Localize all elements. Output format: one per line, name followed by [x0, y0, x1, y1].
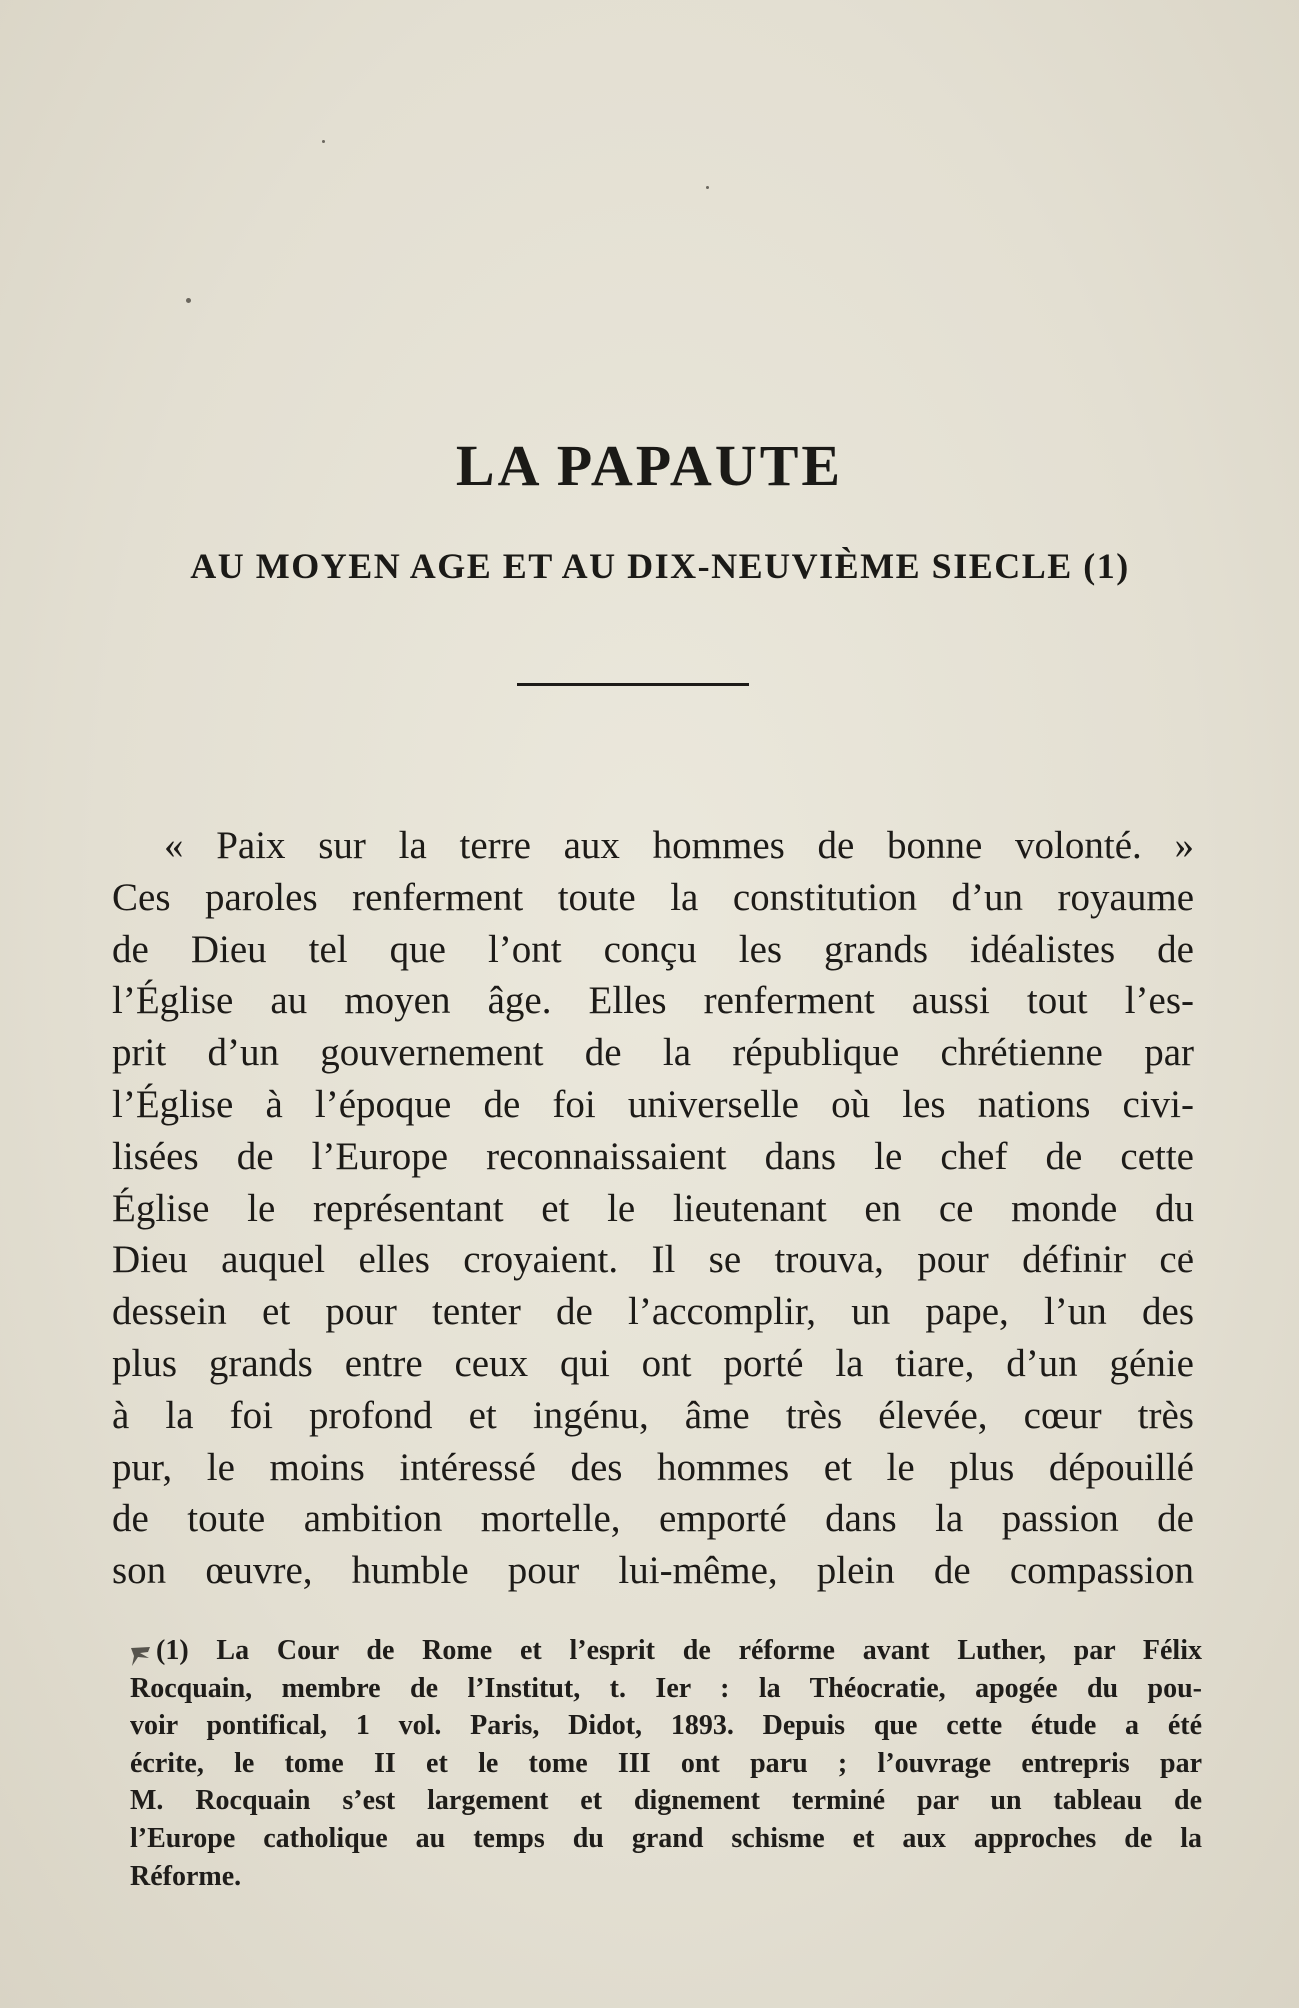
paper-speck [706, 186, 709, 189]
page-title: LA PAPAUTE [455, 433, 844, 498]
body-line: lisées de l’Europe reconnaissaient dans le chef de cette [112, 1134, 1194, 1178]
body-line: « Paix sur la terre aux hommes de bonne volonté. » [164, 824, 1194, 867]
footnote-line: Réforme. [130, 1860, 242, 1892]
body-line: à la foi profond et ingénu, âme très élevée, cœur très [112, 1393, 1194, 1437]
body-paragraph [112, 820, 1194, 1597]
footnote-line: M. Rocquain s’est largement et dignement terminé par un tableau de [130, 1785, 1202, 1817]
paper-speck [186, 298, 191, 303]
footnote [130, 1632, 1202, 1895]
footnote-line: écrite, le tome II et le tome III ont paru ; l’ouvrage entrepris par [130, 1747, 1202, 1779]
body-line: plus grands entre ceux qui ont porté la tiare, d’un génie [112, 1341, 1194, 1385]
body-line: Dieu auquel elles croyaient. Il se trouva, pour définir ce [112, 1238, 1194, 1282]
footnote-line: voir pontifical, 1 vol. Paris, Didot, 1893. Depuis que cette étude a été [130, 1710, 1202, 1742]
footnote-line: (1) La Cour de Rome et l’esprit de réforme avant Luther, par Félix [156, 1635, 1202, 1666]
page-subtitle: AU MOYEN AGE ET AU DIX-NEUVIÈME SIECLE (1) [190, 546, 1130, 586]
body-line: Église le représentant et le lieutenant en ce monde du [112, 1186, 1194, 1230]
footnote-line: l’Europe catholique au temps du grand schisme et aux approches de la [130, 1822, 1202, 1854]
body-line: Ces paroles renferment toute la constitution d’un royaume [112, 875, 1194, 919]
footnote-line: Rocquain, membre de l’Institut, t. Ier : la Théocratie, apogée du pou- [130, 1672, 1202, 1704]
body-line: son œuvre, humble pour lui-même, plein de compassion [112, 1549, 1194, 1593]
body-line: dessein et pour tenter de l’accomplir, un pape, l’un des [112, 1290, 1194, 1334]
paper-speck [322, 140, 325, 143]
body-line: pur, le moins intéressé des hommes et le plus dépouillé [112, 1445, 1194, 1489]
body-line: l’Église au moyen âge. Elles renferment aussi tout l’es- [112, 979, 1194, 1023]
body-line: de toute ambition mortelle, emporté dans la passion de [112, 1497, 1194, 1541]
body-line: de Dieu tel que l’ont conçu les grands idéalistes de [112, 927, 1194, 971]
body-line: prit d’un gouvernement de la république chrétienne par [112, 1031, 1194, 1075]
title-divider [517, 683, 749, 686]
body-line: l’Église à l’époque de foi universelle où les nations civi- [112, 1082, 1194, 1126]
